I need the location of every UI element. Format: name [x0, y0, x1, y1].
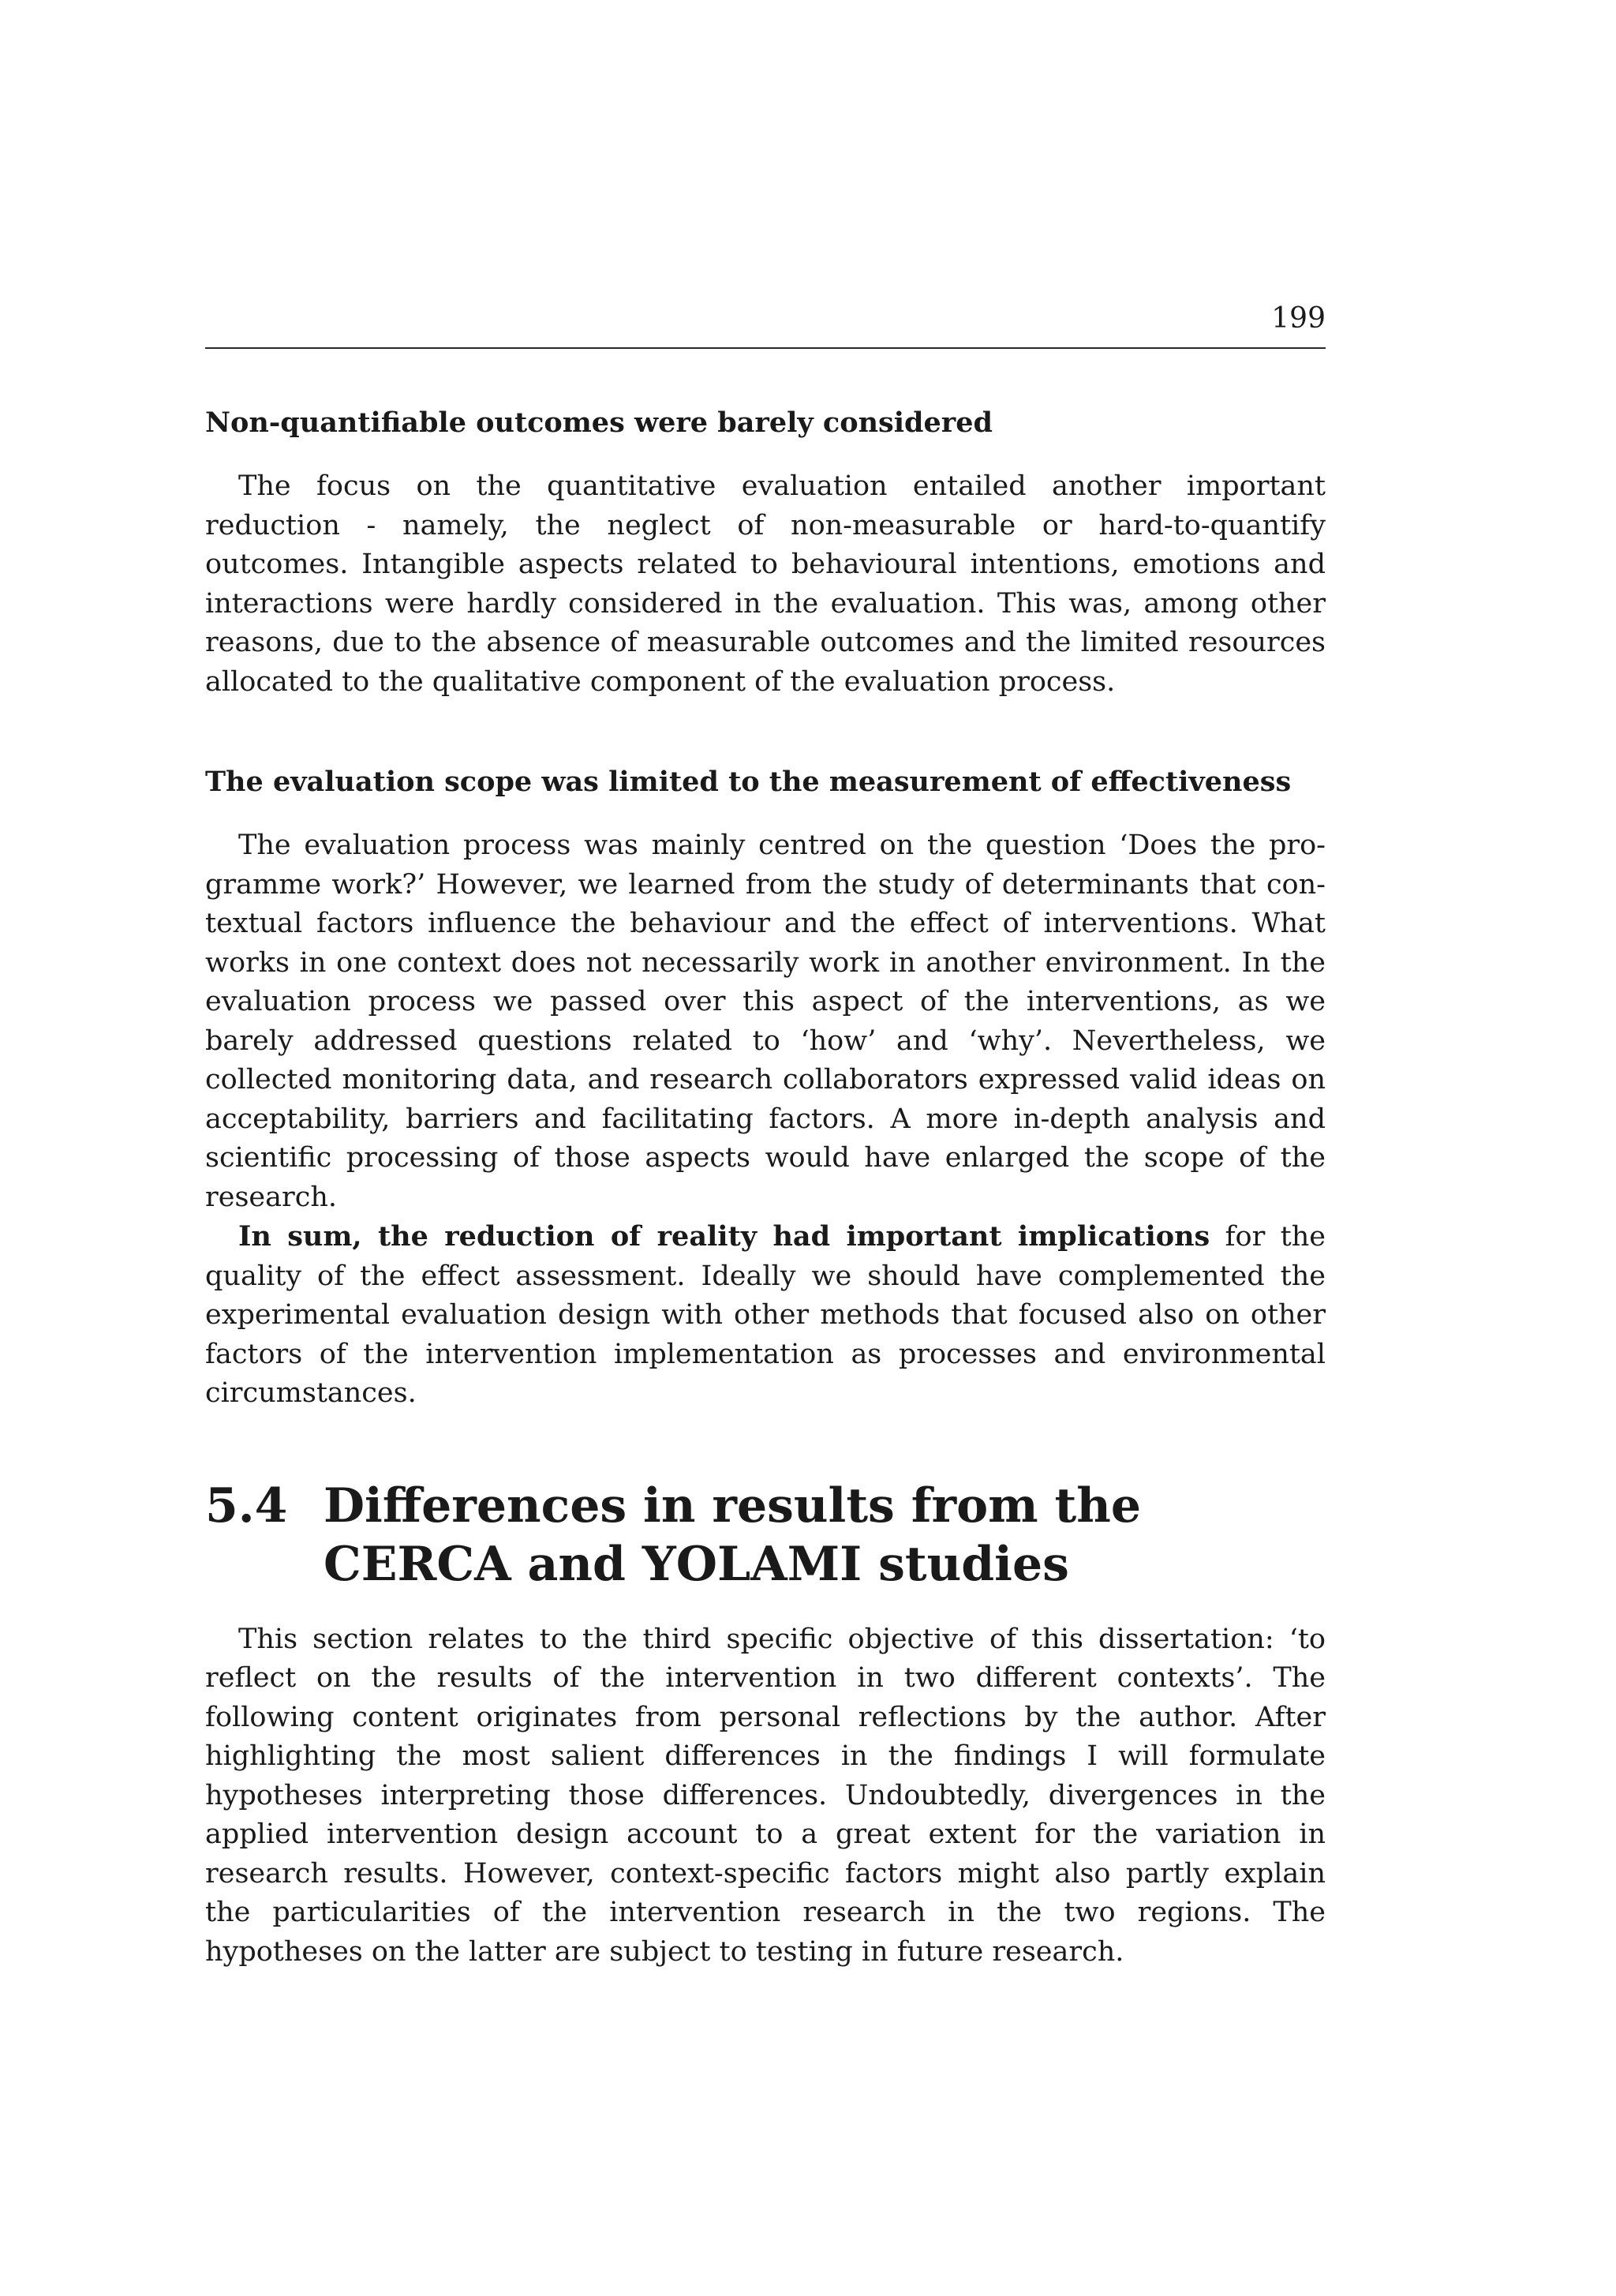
subsection-title-evaluation-scope: The evaluation scope was limited to the measurement of effectiveness	[205, 766, 1292, 798]
paragraph-in-sum	[205, 1217, 1326, 1414]
paragraph-section-intro: This section relates to the third specific objective of this dissertation: ‘to reflect on the results of the intervention in two different contexts’. The following content originates from personal reflections by the author. After highlighting the most salient differences in the findings I will formulate hypotheses interpreting those differences. Undoubtedly, divergences in the applied intervention design account to a great extent for the variation in research results. However, context-specific factors might also partly explain the particularities of the intervention research in the two regions. The hypotheses on the latter are subject to testing in future research.	[205, 1623, 1326, 1968]
section-heading	[205, 1477, 1326, 1594]
page-number: 199	[1271, 302, 1326, 335]
paragraph-evaluation-scope: The evaluation process was mainly centred on the question ‘Does the programme work?’ However, we learned from the study of determinants that contextual factors influence the behaviour and the effect of interventions. What works in one context does not necessarily work in another environment. In the evaluation process we passed over this aspect of the interventions, as we barely addressed questions related to ‘how’ and ‘why’. Nevertheless, we collected monitoring data, and research collaborators expressed valid ideas on acceptability, barriers and facilitating factors. A more in-depth analysis and scientific processing of those aspects would have enlarged the scope of the research.	[205, 830, 1326, 1213]
subsection-title-non-quantifiable: Non-quantifiable outcomes were barely considered	[205, 406, 993, 439]
section-title: Differences in results from the CERCA and YOLAMI studies	[324, 1478, 1142, 1592]
in-sum-rest: for the quality of the effect assessment. Ideally we should have complemented the experimental evaluation design with other methods that focused also on other factors of the intervention implementation as processes and environmental circumstances.	[205, 1221, 1326, 1409]
paragraph-non-quantifiable: The focus on the quantitative evaluation entailed another important reduction - namely, the neglect of non-measurable or hard-to-quantify outcomes. Intangible aspects related to behavioural intentions, emotions and interactions were hardly considered in the evaluation. This was, among other reasons, due to the absence of measurable outcomes and the limited resources allocated to the qualitative component of the evaluation process.	[205, 470, 1326, 698]
section-number: 5.4	[205, 1478, 288, 1534]
in-sum-bold-lead: In sum, the reduction of reality had important implications	[238, 1220, 1210, 1253]
document-page	[205, 300, 1326, 1972]
running-header	[205, 300, 1326, 349]
